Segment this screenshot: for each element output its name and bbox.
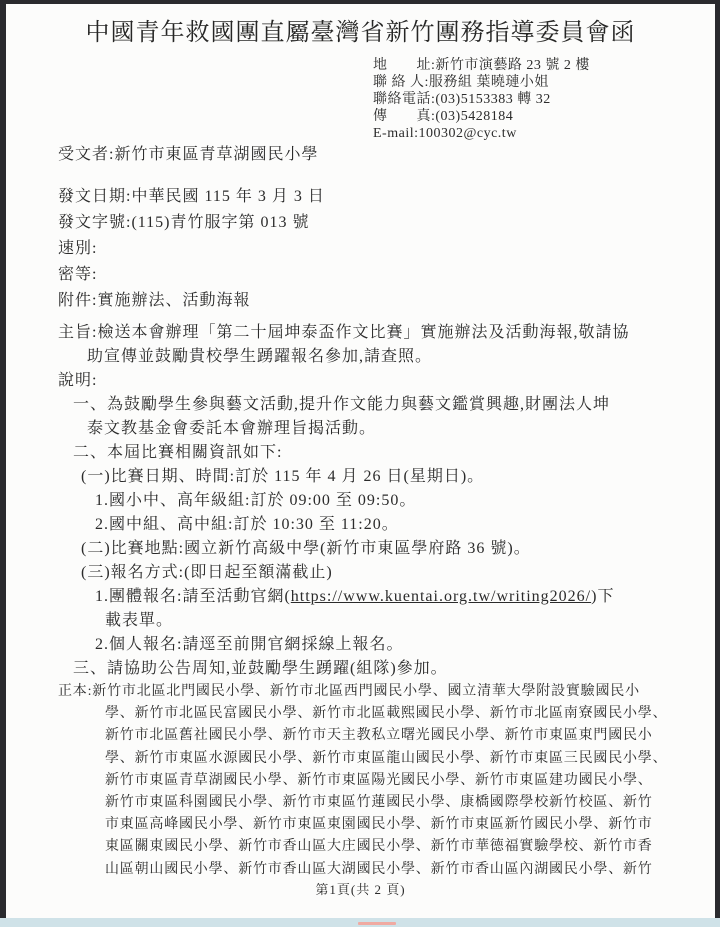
copy-to-line: 山區朝山國民小學、新竹市香山區大湖國民小學、新竹市香山區內湖國民小學、新竹 bbox=[105, 861, 653, 877]
security-line: 密等: bbox=[58, 266, 98, 283]
copy-to-line: 新竹市北區舊社國民小學、新竹市天主教私立曙光國民小學、新竹市東區東門國民小 bbox=[105, 728, 653, 744]
explanation-item-1-line-1: 一、為鼓勵學生參與藝文活動,提升作文能力與藝文鑑賞興趣,財團法人坤 bbox=[73, 396, 611, 413]
bottom-scrollbar[interactable] bbox=[0, 918, 720, 927]
individual-registration-line: 2.個人報名:請逕至前開官網採線上報名。 bbox=[95, 636, 404, 653]
explanation-item-1-line-2: 泰文教基金會委託本會辦理旨揭活動。 bbox=[87, 420, 377, 437]
elementary-group-time-line: 1.國小中、高年級組:訂於 09:00 至 09:50。 bbox=[95, 492, 417, 509]
group-registration-post-text: )下 bbox=[591, 588, 615, 605]
contact-block bbox=[373, 57, 715, 142]
registration-url-link[interactable]: https://www.kuentai.org.tw/writing2026/ bbox=[290, 588, 592, 605]
copy-to-line: 市東區高峰國民小學、新竹市東區東園國民小學、新竹市東區新竹國民小學、新竹市 bbox=[105, 817, 653, 833]
recipient-line: 受文者:新竹市東區青草湖國民小學 bbox=[58, 146, 319, 163]
group-registration-line bbox=[95, 585, 715, 609]
document-page bbox=[6, 4, 715, 918]
doc-number-line: 發文字號:(115)青竹服字第 013 號 bbox=[58, 214, 310, 231]
copy-to-line: 學、新竹市北區民富國民小學、新竹市北區載熙國民小學、新竹市北區南寮國民小學、 bbox=[105, 706, 668, 722]
document-title: 中國青年救國團直屬臺灣省新竹團務指導委員會函 bbox=[85, 20, 636, 46]
copy-to-block bbox=[58, 681, 715, 881]
copy-to-line: 學、新竹市東區水源國民小學、新竹市東區龍山國民小學、新竹市東區三民國民小學、 bbox=[105, 750, 668, 766]
copy-to-line: 正本:新竹市北區北門國民小學、新竹市北區西門國民小學、國立清華大學附設實驗國民小 bbox=[58, 684, 640, 699]
issue-date-line: 發文日期:中華民國 115 年 3 月 3 日 bbox=[58, 188, 325, 205]
scrollbar-indicator bbox=[358, 922, 396, 925]
contact-phone: 聯絡電話:(03)5153383 轉 32 bbox=[373, 92, 551, 107]
explanation-label: 說明: bbox=[58, 372, 98, 389]
body-block bbox=[58, 321, 715, 681]
meta-block bbox=[58, 184, 715, 314]
copy-to-line: 新竹市東區青草湖國民小學、新竹市東區陽光國民小學、新竹市東區建功國民小學、 bbox=[105, 772, 653, 788]
copy-to-line: 東區關東國民小學、新竹市香山區大庄國民小學、新竹市華德福實驗學校、新竹市香 bbox=[105, 839, 653, 855]
attachment-line: 附件:實施辦法、活動海報 bbox=[58, 292, 251, 309]
contest-location-line: (二)比賽地點:國立新竹高級中學(新竹市東區學府路 36 號)。 bbox=[81, 540, 531, 557]
contact-email: E-mail:100302@cyc.tw bbox=[373, 126, 517, 141]
contact-address: 地 址:新竹市演藝路 23 號 2 樓 bbox=[373, 58, 590, 73]
page-number: 第1頁(共 2 頁) bbox=[315, 881, 406, 897]
group-registration-line-2: 載表單。 bbox=[105, 612, 174, 629]
contact-person: 聯 絡 人:服務組 葉曉璉小姐 bbox=[373, 75, 549, 90]
copy-to-line: 新竹市東區科園國民小學、新竹市東區竹蓮國民小學、康橋國際學校新竹校區、新竹 bbox=[105, 795, 653, 811]
registration-method-line: (三)報名方式:(即日起至額滿截止) bbox=[81, 564, 333, 581]
group-registration-pre-text: 1.團體報名:請至活動官網( bbox=[95, 588, 291, 605]
contest-date-line: (一)比賽日期、時間:訂於 115 年 4 月 26 日(星期日)。 bbox=[81, 468, 485, 485]
speed-line: 速別: bbox=[58, 240, 98, 257]
subject-line-2: 助宣傳並鼓勵貴校學生踴躍報名參加,請查照。 bbox=[87, 348, 433, 365]
junior-senior-group-time-line: 2.國中組、高中組:訂於 10:30 至 11:20。 bbox=[95, 516, 399, 533]
explanation-item-2: 二、本屆比賽相關資訊如下: bbox=[73, 444, 283, 461]
explanation-item-3: 三、請協助公告周知,並鼓勵學生踴躍(組隊)參加。 bbox=[73, 660, 448, 677]
contact-fax: 傳 真:(03)5428184 bbox=[373, 109, 514, 124]
subject-line-1: 主旨:檢送本會辦理「第二十屆坤泰盃作文比賽」實施辦法及活動海報,敬請協 bbox=[58, 324, 630, 341]
